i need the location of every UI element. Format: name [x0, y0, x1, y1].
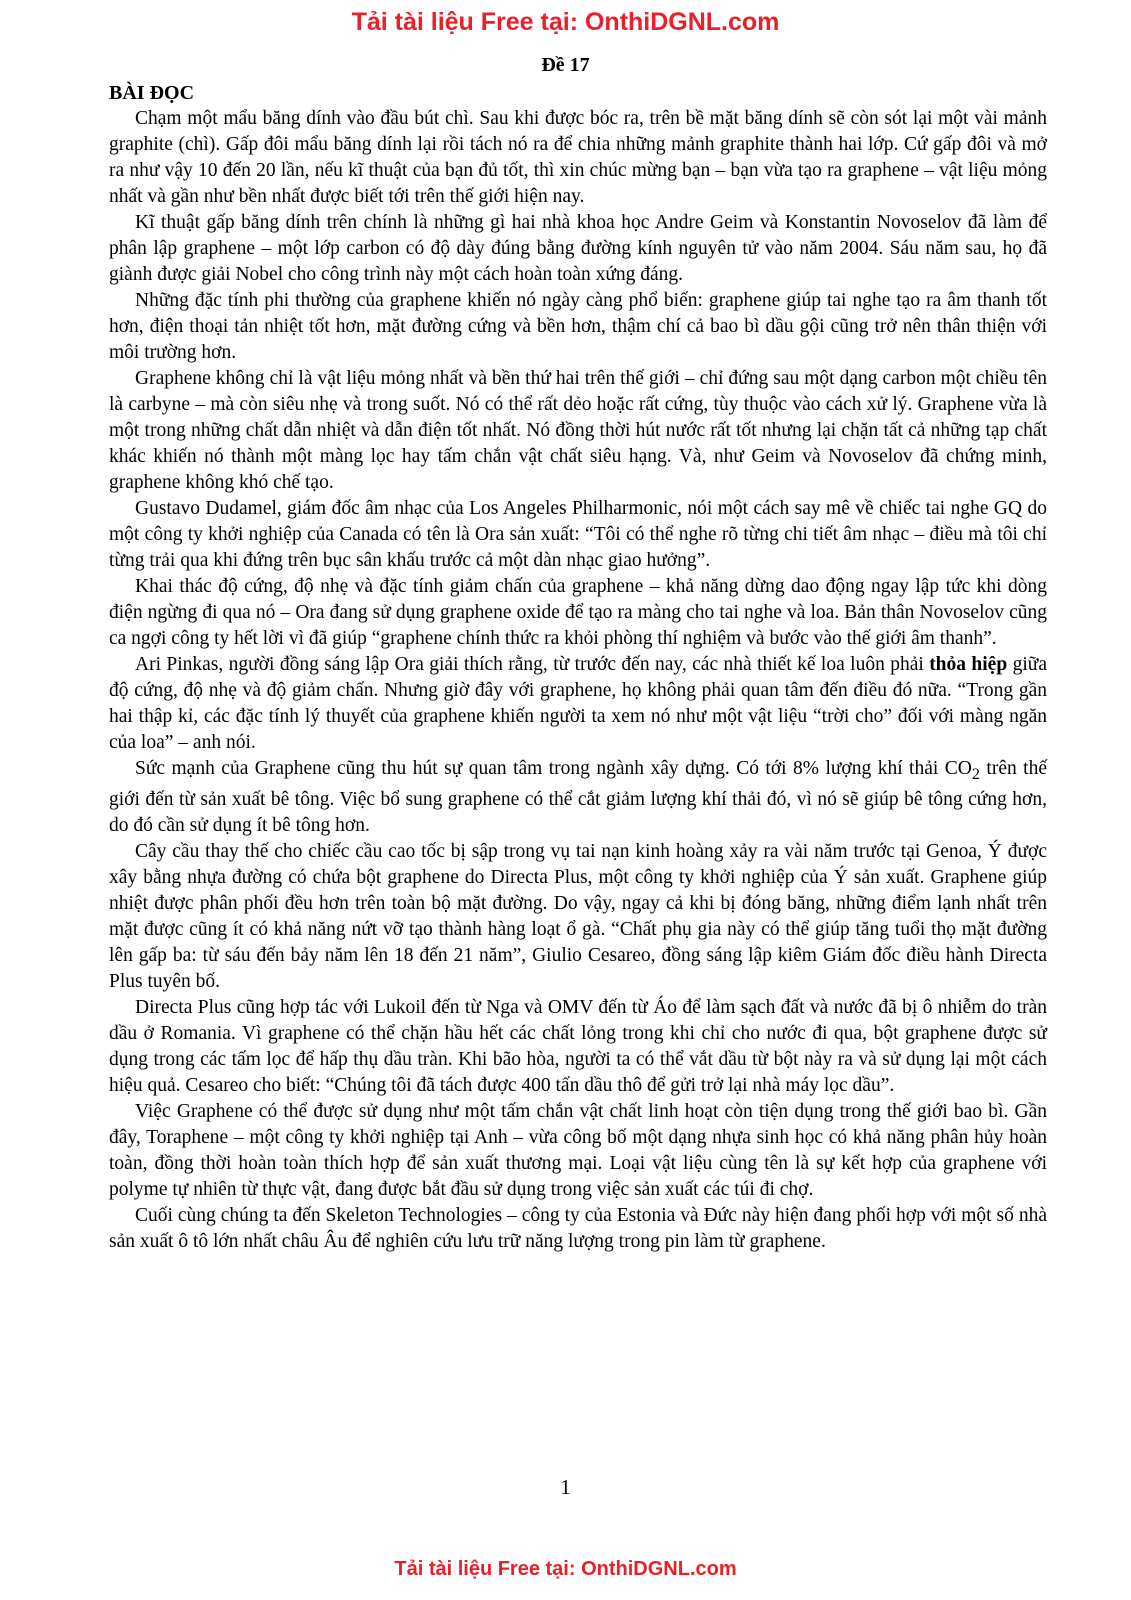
article-body — [109, 80, 1047, 1255]
section-heading: BÀI ĐỌC — [109, 82, 195, 104]
page-number: 1 — [560, 1475, 571, 1499]
paragraph-8 — [109, 756, 1047, 839]
paragraph-6: Khai thác độ cứng, độ nhẹ và đặc tính giảm chấn của graphene – khả năng dừng dao động ngay lập tức khi dòng điện ngừng đi qua nó – Ora đang sử dụng graphene oxide để tạo ra màng cho tai nghe và loa. Bản thân Novoselov cũng ca ngợi công ty hết lời vì đã giúp “graphene chính thức ra khỏi phòng thí nghiệm và bước vào thế giới âm thanh”. — [109, 576, 1047, 649]
paragraph-7-end: giữa độ cứng, độ nhẹ và độ giảm chấn. Nhưng giờ đây với graphene, họ không phải quan tâm đến điều đó nữa. “Trong gần hai thập kỉ, các đặc tính lý thuyết của graphene khiến người ta xem nó như một vật liệu “trời cho” đối với màng ngăn của loa” – anh nói. — [109, 654, 1047, 753]
paragraph-9: Cây cầu thay thế cho chiếc cầu cao tốc bị sập trong vụ tai nạn kinh hoàng xảy ra vài năm trước tại Genoa, Ý được xây bằng nhựa đường có chứa bột graphene do Directa Plus, một công ty khởi nghiệp của Ý sản xuất. Graphene giúp nhiệt được phân phối đều hơn trên toàn bộ mặt đường. Do vậy, ngay cả khi bị đóng băng, những điểm lạnh nhất trên mặt được cũng ít có khả năng nứt vỡ tạo thành hàng loạt ổ gà. “Chất phụ gia này có thể giúp tăng tuổi thọ mặt đường lên gấp ba: từ sáu đến bảy năm lên 18 đến 21 năm”, Giulio Cesareo, đồng sáng lập kiêm Giám đốc điều hành Directa Plus tuyên bố. — [109, 840, 1047, 992]
paragraph-7-start: Ari Pinkas, người đồng sáng lập Ora giải thích rằng, từ trước đến nay, các nhà thiết kế loa luôn phải — [135, 654, 930, 675]
paragraph-8-start: Sức mạnh của Graphene cũng thu hút sự quan tâm trong ngành xây dựng. Có tới 8% lượng khí thải CO — [135, 758, 972, 779]
paragraph-11: Việc Graphene có thể được sử dụng như một tấm chắn vật chất linh hoạt còn tiện dụng trong thế giới bao bì. Gần đây, Toraphene – một công ty khởi nghiệp tại Anh – vừa công bố một dạng nhựa sinh học có khả năng phân hủy hoàn toàn, đồng thời hoàn toàn thích hợp để sản xuất thương mại. Loại vật liệu cùng tên là sự kết hợp của graphene với polyme tự nhiên từ thực vật, đang được bắt đầu sử dụng trong việc sản xuất các túi đi chợ. — [109, 1100, 1047, 1200]
paragraph-7 — [109, 652, 1047, 756]
bold-term: thỏa hiệp — [929, 654, 1008, 675]
paragraph-2: Kĩ thuật gấp băng dính trên chính là những gì hai nhà khoa học Andre Geim và Konstantin Novoselov đã làm để phân lập graphene – một lớp carbon có độ dày đúng bằng đường kính nguyên tử vào năm 2004. Sáu năm sau, họ đã giành được giải Nobel cho công trình này một cách hoàn toàn xứng đáng. — [109, 212, 1047, 285]
paragraph-12: Cuối cùng chúng ta đến Skeleton Technologies – công ty của Estonia và Đức này hiện đang phối hợp với một số nhà sản xuất ô tô lớn nhất châu Âu để nghiên cứu lưu trữ năng lượng trong pin làm từ graphene. — [109, 1204, 1047, 1252]
page-title: Đề 17 — [541, 54, 590, 76]
co2-subscript: 2 — [971, 764, 980, 783]
top-banner: Tải tài liệu Free tại: OnthiDGNL.com — [351, 8, 780, 36]
paragraph-8-end: trên thế giới đến từ sản xuất bê tông. Việc bổ sung graphene có thể cắt giảm lượng khí thải đó, vì nó sẽ giúp bê tông cứng hơn, do đó cần sử dụng ít bê tông hơn. — [109, 758, 1048, 836]
paragraph-4: Graphene không chỉ là vật liệu mỏng nhất và bền thứ hai trên thế giới – chỉ đứng sau một dạng carbon một chiều tên là carbyne – mà còn siêu nhẹ và trong suốt. Nó có thể rất dẻo hoặc rất cứng, tùy thuộc vào cách xử lý. Graphene vừa là một trong những chất dẫn nhiệt và dẫn điện tốt nhất. Nó đồng thời hút nước rất tốt nhưng lại chặn tất cả những tạp chất khác khiến nó thành một màng lọc hay tấm chắn vật chất siêu hạng. Và, như Geim và Novoselov đã chứng minh, graphene không khó chế tạo. — [109, 368, 1047, 493]
bottom-banner: Tải tài liệu Free tại: OnthiDGNL.com — [394, 1558, 737, 1580]
paragraph-1: Chạm một mẩu băng dính vào đầu bút chì. Sau khi được bóc ra, trên bề mặt băng dính sẽ còn sót lại một vài mảnh graphite (chì). Gấp đôi mẩu băng dính lại rồi tách nó ra để chia những mảnh graphite thành hai lớp. Cứ gấp đôi và mở ra như vậy 10 đến 20 lần, nếu kĩ thuật của bạn đủ tốt, thì xin chúc mừng bạn – bạn vừa tạo ra graphene – vật liệu mỏng nhất và gần như bền nhất được biết tới trên thế giới hiện nay. — [109, 108, 1047, 207]
paragraph-10: Directa Plus cũng hợp tác với Lukoil đến từ Nga và OMV đến từ Áo để làm sạch đất và nước đã bị ô nhiễm do tràn dầu ở Romania. Vì graphene có thể chặn hầu hết các chất lỏng trong khi chỉ cho nước đi qua, bột graphene được sử dụng trong các tấm lọc để hấp thụ dầu tràn. Khi bão hòa, người ta có thể vắt dầu từ bột này ra và sử dụng lại một cách hiệu quả. Cesareo cho biết: “Chúng tôi đã tách được 400 tấn dầu thô để gửi trở lại nhà máy lọc dầu”. — [109, 996, 1047, 1096]
paragraph-5: Gustavo Dudamel, giám đốc âm nhạc của Los Angeles Philharmonic, nói một cách say mê về chiếc tai nghe GQ do một công ty khởi nghiệp của Canada có tên là Ora sản xuất: “Tôi có thể nghe rõ từng chi tiết âm nhạc – điều mà tôi chỉ từng trải qua khi đứng trên bục sân khấu trước cả một dàn nhạc giao hưởng”. — [109, 498, 1047, 571]
paragraph-3: Những đặc tính phi thường của graphene khiến nó ngày càng phổ biến: graphene giúp tai nghe tạo ra âm thanh tốt hơn, điện thoại tản nhiệt tốt hơn, mặt đường cứng và bền hơn, thậm chí cả bao bì dầu gội cũng trở nên thân thiện với môi trường hơn. — [109, 290, 1047, 363]
